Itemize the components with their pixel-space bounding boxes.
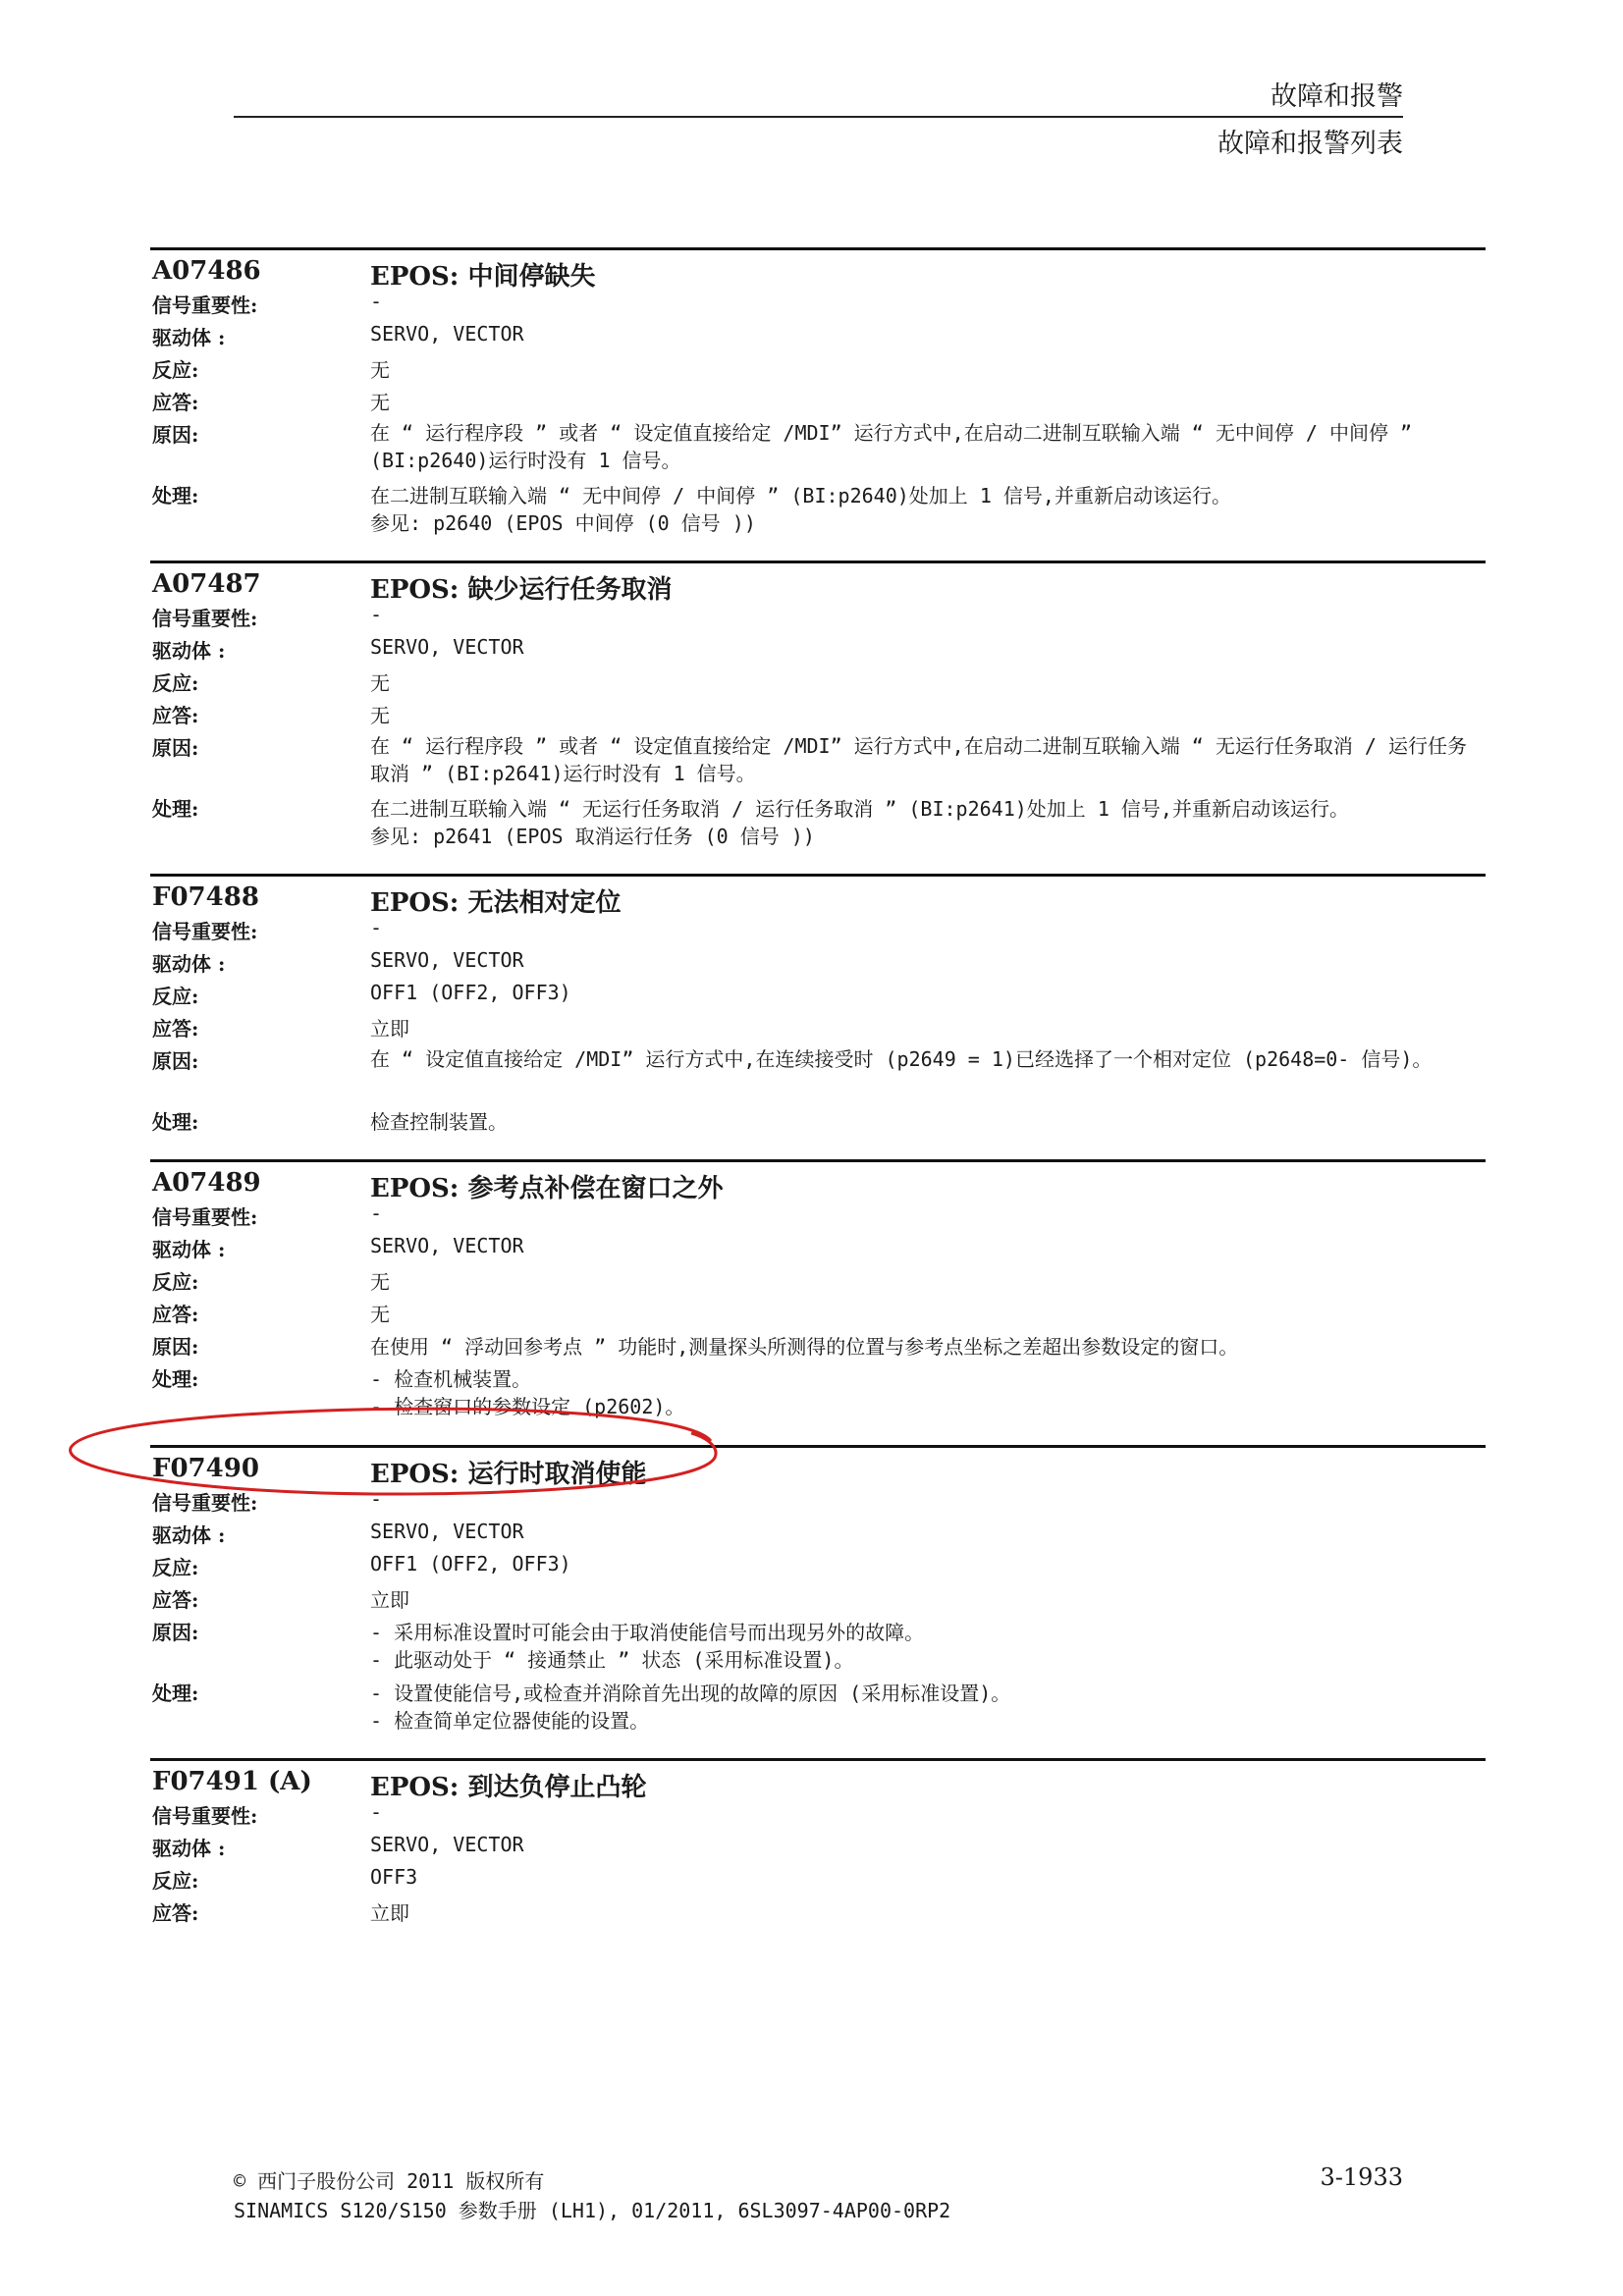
ack-label: 应答: <box>152 1303 199 1326</box>
highlight-stroke <box>71 1409 716 1494</box>
drive-value: SERVO, VECTOR <box>370 1234 524 1257</box>
cause-value-2: - 此驱动处于 “ 接通禁止 ” 状态 (采用标准设置)。 <box>370 1648 854 1672</box>
drive-label: 驱动体 : <box>152 952 226 976</box>
ack-label: 应答: <box>152 391 199 414</box>
fault-title: EPOS: 运行时取消使能 <box>370 1460 647 1489</box>
drive-value: SERVO, VECTOR <box>370 322 524 346</box>
remedy-value: - 检查机械装置。 <box>370 1367 532 1391</box>
reaction-value: 无 <box>370 358 390 382</box>
remedy-value-2: - 检查简单定位器使能的设置。 <box>370 1709 650 1733</box>
remedy-label: 处理: <box>152 1682 199 1705</box>
footer-copyright: © 西门子股份公司 2011 版权所有 <box>234 2169 545 2193</box>
reaction-label: 反应: <box>152 985 199 1008</box>
cause-value: 在 “ 设定值直接给定 /MDI” 运行方式中,在连续接受时 (p2649 = 1)已经选择了一个相对定位 (p2648=0- 信号)。 <box>370 1047 1433 1071</box>
remedy-label: 处理: <box>152 1367 199 1391</box>
signal-label: 信号重要性: <box>152 1804 258 1828</box>
reaction-label: 反应: <box>152 1869 199 1893</box>
reaction-label: 反应: <box>152 1556 199 1579</box>
reaction-value: 无 <box>370 671 390 695</box>
reaction-value: OFF3 <box>370 1865 418 1889</box>
remedy-value: 在二进制互联输入端 “ 无中间停 / 中间停 ” (BI:p2640)处加上 1 信号,并重新启动该运行。 <box>370 484 1231 507</box>
ack-value: 无 <box>370 704 390 727</box>
ack-value: 立即 <box>370 1588 409 1612</box>
fault-code: A07486 <box>152 256 261 286</box>
drive-label: 驱动体 : <box>152 639 226 663</box>
signal-value: - <box>370 603 383 626</box>
signal-value: - <box>370 1487 383 1511</box>
remedy-label: 处理: <box>152 797 199 821</box>
drive-value: SERVO, VECTOR <box>370 1833 524 1856</box>
remedy-see-also: 参见: p2640 (EPOS 中间停 (0 信号 )) <box>370 511 756 535</box>
ack-label: 应答: <box>152 1017 199 1041</box>
remedy-value: 在二进制互联输入端 “ 无运行任务取消 / 运行任务取消 ” (BI:p2641)处加上 1 信号,并重新启动该运行。 <box>370 797 1349 821</box>
entry-f07488 <box>150 874 1486 1134</box>
drive-value: SERVO, VECTOR <box>370 1520 524 1543</box>
ack-value: 立即 <box>370 1017 409 1041</box>
entry-a07486 <box>150 247 1486 535</box>
signal-label: 信号重要性: <box>152 1491 258 1515</box>
signal-value: - <box>370 1800 383 1824</box>
signal-label: 信号重要性: <box>152 1205 258 1229</box>
cause-value: - 采用标准设置时可能会由于取消使能信号而出现另外的故障。 <box>370 1621 925 1644</box>
cause-label: 原因: <box>152 1335 199 1359</box>
ack-value: 立即 <box>370 1901 409 1925</box>
fault-code: F07490 <box>152 1454 259 1483</box>
header-list-title: 故障和报警列表 <box>1217 129 1403 159</box>
remedy-value: - 设置使能信号,或检查并消除首先出现的故障的原因 (采用标准设置)。 <box>370 1682 1011 1705</box>
cause-label: 原因: <box>152 1049 199 1073</box>
fault-code: F07488 <box>152 882 259 912</box>
red-highlight-ellipse <box>63 1404 721 1502</box>
reaction-label: 反应: <box>152 358 199 382</box>
drive-value: SERVO, VECTOR <box>370 948 524 972</box>
signal-label: 信号重要性: <box>152 607 258 630</box>
remedy-label: 处理: <box>152 484 199 507</box>
fault-code: A07487 <box>152 569 261 599</box>
entry-f07491 <box>150 1758 1486 1930</box>
cause-value: 在 “ 运行程序段 ” 或者 “ 设定值直接给定 /MDI” 运行方式中,在启动二进制互联输入端 “ 无中间停 / 中间停 ” (BI:p2640)运行时没有 1 信号。 <box>370 421 1413 472</box>
remedy-label: 处理: <box>152 1110 199 1134</box>
signal-value: - <box>370 916 383 939</box>
remedy-see-also: 参见: p2641 (EPOS 取消运行任务 (0 信号 )) <box>370 825 815 848</box>
signal-label: 信号重要性: <box>152 294 258 317</box>
reaction-value: OFF1 (OFF2, OFF3) <box>370 981 571 1004</box>
cause-label: 原因: <box>152 736 199 760</box>
drive-label: 驱动体 : <box>152 1837 226 1860</box>
drive-value: SERVO, VECTOR <box>370 635 524 659</box>
header-rule <box>234 116 1403 118</box>
remedy-value: 检查控制装置。 <box>370 1110 508 1134</box>
reaction-value: 无 <box>370 1270 390 1294</box>
fault-title: EPOS: 参考点补偿在窗口之外 <box>370 1174 724 1203</box>
fault-title: EPOS: 无法相对定位 <box>370 888 622 918</box>
entry-a07489 <box>150 1159 1486 1418</box>
remedy-value-2: - 检查窗口的参数设定 (p2602)。 <box>370 1395 685 1418</box>
reaction-value: OFF1 (OFF2, OFF3) <box>370 1552 571 1575</box>
ack-label: 应答: <box>152 1588 199 1612</box>
drive-label: 驱动体 : <box>152 326 226 349</box>
drive-label: 驱动体 : <box>152 1523 226 1547</box>
signal-label: 信号重要性: <box>152 920 258 943</box>
ack-value: 无 <box>370 1303 390 1326</box>
fault-code: A07489 <box>152 1168 261 1198</box>
footer-manual-id: SINAMICS S120/S150 参数手册 (LH1), 01/2011, 6SL3097-4AP00-0RP2 <box>234 2199 951 2222</box>
fault-code: F07491 (A) <box>152 1767 312 1796</box>
signal-value: - <box>370 1201 383 1225</box>
entry-a07487 <box>150 561 1486 848</box>
reaction-label: 反应: <box>152 1270 199 1294</box>
cause-value: 在使用 “ 浮动回参考点 ” 功能时,测量探头所测得的位置与参考点坐标之差超出参数设定的窗口。 <box>370 1335 1239 1359</box>
ack-label: 应答: <box>152 1901 199 1925</box>
ack-label: 应答: <box>152 704 199 727</box>
cause-value: 在 “ 运行程序段 ” 或者 “ 设定值直接给定 /MDI” 运行方式中,在启动二进制互联输入端 “ 无运行任务取消 / 运行任务取消 ” (BI:p2641)运行时没有 1 信号。 <box>370 734 1467 785</box>
cause-label: 原因: <box>152 1621 199 1644</box>
cause-label: 原因: <box>152 423 199 447</box>
drive-label: 驱动体 : <box>152 1238 226 1261</box>
fault-title: EPOS: 中间停缺失 <box>370 262 596 292</box>
header-section-title: 故障和报警 <box>1271 81 1403 112</box>
fault-title: EPOS: 缺少运行任务取消 <box>370 575 673 605</box>
reaction-label: 反应: <box>152 671 199 695</box>
signal-value: - <box>370 290 383 313</box>
page-number: 3-1933 <box>1320 2163 1403 2191</box>
ack-value: 无 <box>370 391 390 414</box>
fault-title: EPOS: 到达负停止凸轮 <box>370 1773 647 1802</box>
